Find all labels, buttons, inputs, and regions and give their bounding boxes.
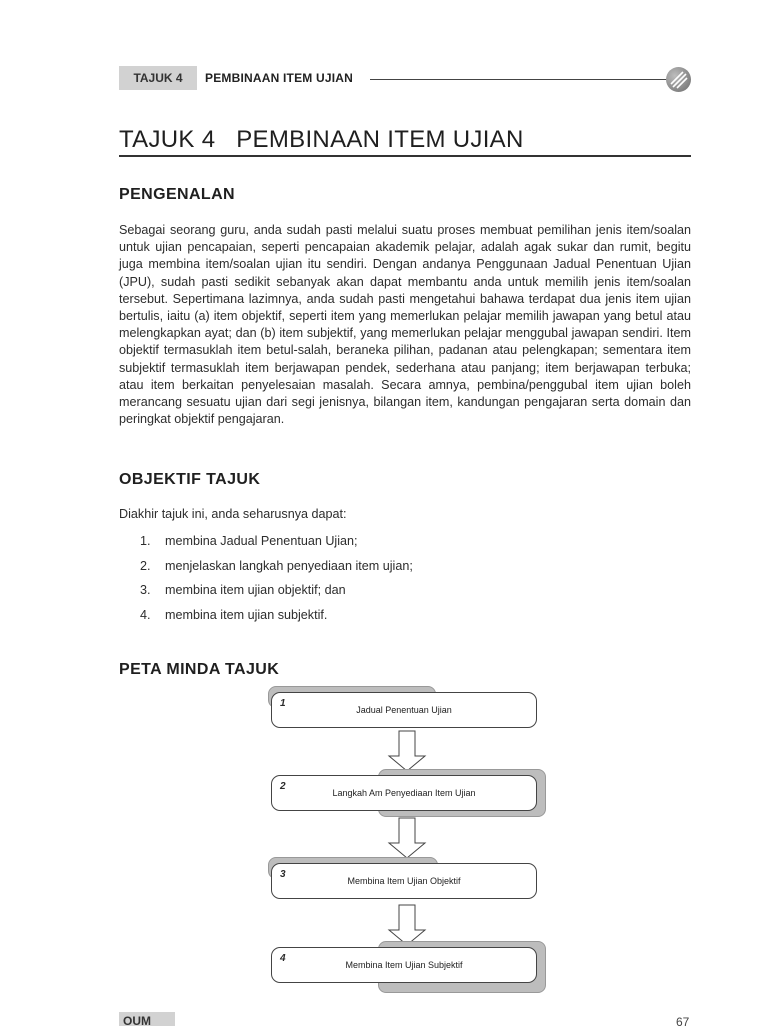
intro-paragraph: Sebagai seorang guru, anda sudah pasti melalui suatu proses membuat pemilihan jenis item/soalan untuk ujian pencapaian, seperti pencapaian akademik pelajar, adalah agak sukar dan rumit, begitu juga membina item/soalan ujian itu sendiri. Dengan andanya Penggunaan Jadual Penentuan Ujian (JPU), sudah pasti sedikit sebanyak akan dapat membantu anda untuk memilih jenis item/soalan tersebut. Sepertimana lazimnya, anda sudah pasti mengetahui bahawa terdapat dua jenis item ujian bertulis, iaitu (a) item objektif, seperti item yang memerlukan pelajar memilih jawapan yang betul atau melengkapkan ayat; dan (b) item subjektif, yang memerlukan pelajar menggubal jawapan sendiri. Item objektif termasuklah item betul-salah, beraneka pilihan, padanan atau pelengkapan; sementara item subjektif termasuklah item berjawapan pendek, sederhana atau panjang; item berjawapan terbuka; atau item berkaitan penyelesaian masalah. Secara amnya, pembina/penggubal item ujian boleh merancang sesuatu ujian dari segi jenisnya, bilangan item, kandungan pengajaran serta domain dan peringkat objektif pengajaran.: [119, 223, 691, 427]
footer-publisher-tag: OUM: [119, 1012, 175, 1026]
objectives-intro: Diakhir tajuk ini, anda seharusnya dapat:: [119, 507, 347, 521]
mindmap-node-number: 3: [280, 869, 286, 880]
down-arrow-icon: [387, 904, 427, 946]
mindmap-node-4: [271, 947, 537, 983]
mindmap-node-number: 2: [280, 781, 286, 792]
section-heading-mindmap: PETA MINDA TAJUK: [119, 661, 280, 678]
list-item-number: 2.: [140, 558, 151, 573]
mindmap-node-label: Membina Item Ujian Objektif: [347, 876, 461, 886]
section-heading-objectives: OBJEKTIF TAJUK: [119, 471, 261, 488]
chapter-number: TAJUK 4: [119, 126, 216, 153]
list-item-text: membina Jadual Penentuan Ujian;: [165, 534, 358, 548]
header-chapter-tag: TAJUK 4: [119, 66, 197, 90]
down-arrow-icon: [387, 817, 427, 859]
header-chapter-title: PEMBINAAN ITEM UJIAN: [205, 71, 354, 85]
mindmap-node-2: [271, 775, 537, 811]
page-number: 67: [676, 1015, 690, 1029]
mindmap-node-number: 1: [280, 698, 286, 709]
mindmap-node-number: 4: [280, 953, 286, 964]
down-arrow-icon: [387, 730, 427, 772]
mindmap-node-label: Jadual Penentuan Ujian: [356, 705, 452, 715]
mindmap-node-label: Membina Item Ujian Subjektif: [345, 960, 463, 970]
mindmap-node-1: [271, 692, 537, 728]
list-item-text: menjelaskan langkah penyediaan item ujian;: [165, 558, 413, 573]
list-item-text: membina item ujian subjektif.: [165, 608, 328, 623]
list-item-text: membina item ujian objektif; dan: [165, 583, 346, 598]
mindmap-node-3: [271, 863, 537, 899]
chapter-name: PEMBINAAN ITEM UJIAN: [236, 126, 524, 153]
list-item-number: 1.: [140, 534, 151, 548]
list-item-number: 3.: [140, 583, 151, 598]
list-item-number: 4.: [140, 608, 151, 623]
section-heading-intro: PENGENALAN: [119, 186, 236, 203]
mindmap-node-label: Langkah Am Penyediaan Item Ujian: [332, 788, 476, 798]
